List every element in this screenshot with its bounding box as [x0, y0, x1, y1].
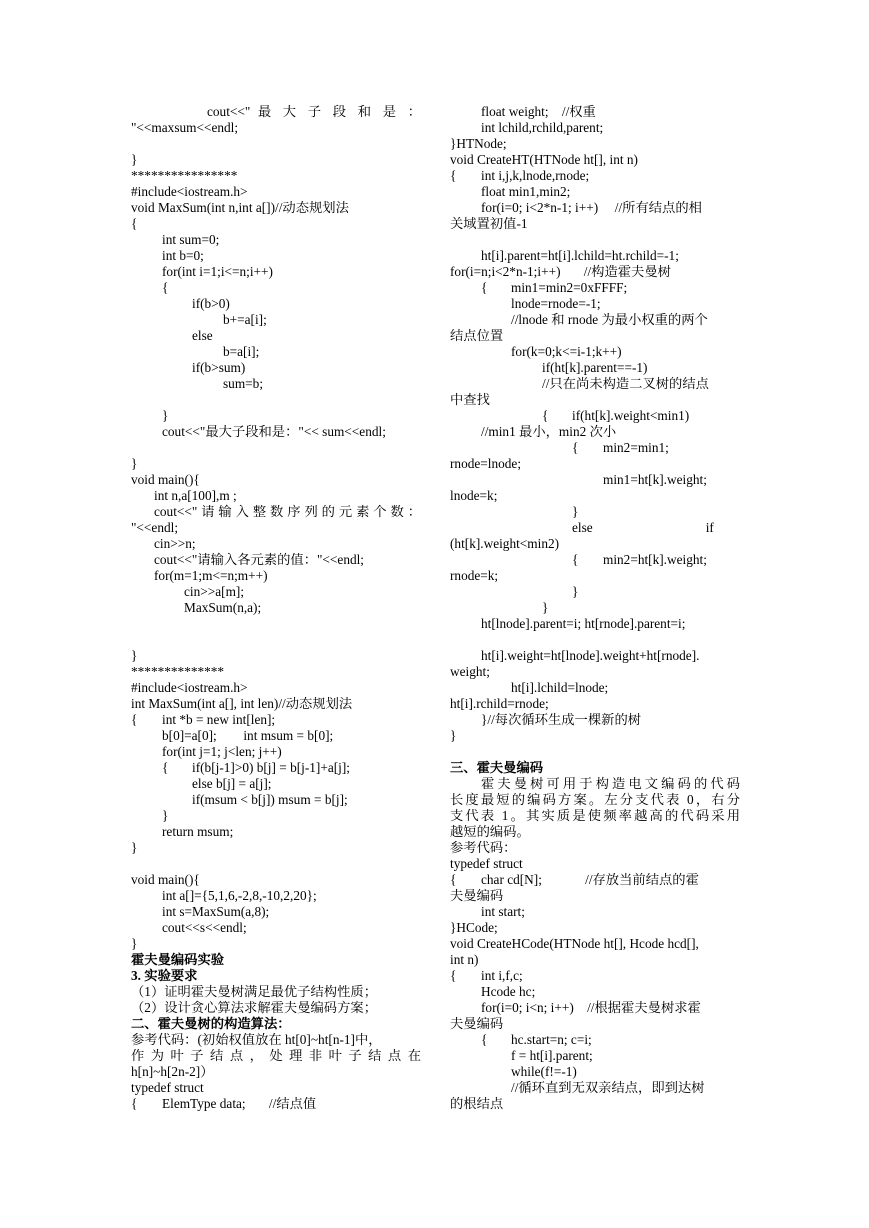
- text-line: int i,f,c;: [481, 968, 523, 983]
- text-line: （1）证明霍夫曼树满足最优子结构性质；: [131, 984, 377, 999]
- text-line: if(ht[k].parent==-1): [542, 360, 648, 375]
- text-line: 支代表 1。其实质是使频率越高的代码采用: [450, 808, 740, 823]
- text-line: }: [162, 408, 169, 423]
- text-line: int a[]={5,1,6,-2,8,-10,2,20};: [162, 888, 317, 903]
- text-line: char cd[N]; //存放当前结点的霍: [481, 872, 699, 887]
- text-line: }HCode;: [450, 920, 498, 935]
- text-line: min2=ht[k].weight;: [603, 552, 707, 567]
- text-line: void main(){: [131, 472, 200, 487]
- text-line: }: [572, 504, 579, 519]
- text-line: else if: [572, 520, 714, 535]
- text-line: {: [162, 280, 169, 295]
- text-line: hc.start=n; c=i;: [511, 1032, 592, 1047]
- text-line: {: [131, 216, 138, 231]
- text-line: ht[i].weight=ht[lnode].weight+ht[rnode].: [481, 648, 700, 663]
- text-line: for(i=0; i<n; i++) //根据霍夫曼树求霍: [481, 1000, 701, 1015]
- text-line: int n): [450, 952, 479, 967]
- text-line: }: [131, 456, 138, 471]
- text-line: }: [572, 584, 579, 599]
- text-line: {: [481, 280, 488, 295]
- text-line: }: [131, 840, 138, 855]
- text-line: for(i=0; i<2*n-1; i++) //所有结点的相: [481, 200, 702, 215]
- text-line: ht[i].lchild=lnode;: [511, 680, 609, 695]
- text-line: if(msum < b[j]) msum = b[j];: [192, 792, 348, 807]
- text-line: typedef struct: [131, 1080, 204, 1095]
- text-line: int start;: [481, 904, 525, 919]
- text-line: int s=MaxSum(a,8);: [162, 904, 270, 919]
- text-line: MaxSum(n,a);: [184, 600, 262, 615]
- text-line: }: [131, 152, 138, 167]
- text-line: void MaxSum(int n,int a[])//动态规划法: [131, 200, 349, 215]
- text-line: int b=0;: [162, 248, 204, 263]
- text-line: {: [131, 712, 138, 727]
- text-line: rnode=lnode;: [450, 456, 522, 471]
- text-line: cout<<"请输入整数序列的元素个数：: [154, 504, 421, 519]
- text-line: }//每次循环生成一棵新的树: [481, 712, 642, 727]
- text-line: {: [481, 1032, 488, 1047]
- text-line: ht[lnode].parent=i; ht[rnode].parent=i;: [481, 616, 686, 631]
- text-line: float min1,min2;: [481, 184, 571, 199]
- text-line: **************: [131, 664, 225, 679]
- text-line: 参考代码：: [450, 840, 517, 855]
- left-text-column: [131, 0, 421, 1228]
- text-line: 夫曼编码: [450, 1016, 504, 1031]
- text-line: （2）设计贪心算法求解霍夫曼编码方案；: [131, 1000, 377, 1015]
- text-line: #include<iostream.h>: [131, 184, 248, 199]
- text-line: 长度最短的编码方案。左分支代表 0，右分: [450, 792, 740, 807]
- text-line: weight;: [450, 664, 490, 679]
- text-line: min1=min2=0xFFFF;: [511, 280, 628, 295]
- text-line: }: [542, 600, 549, 615]
- text-line: if(b>sum): [192, 360, 246, 375]
- text-line: int *b = new int[len];: [162, 712, 276, 727]
- text-line: {: [572, 552, 579, 567]
- text-line: }: [131, 648, 138, 663]
- text-line: ht[i].rchild=rnode;: [450, 696, 549, 711]
- text-line: for(int j=1; j<len; j++): [162, 744, 282, 759]
- text-line: min2=min1;: [603, 440, 669, 455]
- right-text-column: [450, 0, 740, 1228]
- text-line: Hcode hc;: [481, 984, 536, 999]
- text-line: {: [572, 440, 579, 455]
- text-line: f = ht[i].parent;: [511, 1048, 593, 1063]
- text-line: cout<<" 最 大 子 段 和 是 ：: [207, 104, 421, 119]
- section-heading: 霍夫曼编码实验: [131, 952, 225, 967]
- text-line: 作 为 叶 子 结 点 ， 处 理 非 叶 子 结 点 在: [131, 1048, 421, 1063]
- text-line: {: [450, 968, 457, 983]
- text-line: sum=b;: [223, 376, 264, 391]
- text-line: min1=ht[k].weight;: [603, 472, 707, 487]
- text-line: 的根结点: [450, 1096, 504, 1111]
- text-line: 越短的编码。: [450, 824, 530, 839]
- text-line: }: [450, 728, 457, 743]
- text-line: void CreateHT(HTNode ht[], int n): [450, 152, 638, 167]
- text-line: "<<endl;: [131, 520, 179, 535]
- text-line: b=a[i];: [223, 344, 260, 359]
- text-line: }HTNode;: [450, 136, 507, 151]
- text-line: if(b[j-1]>0) b[j] = b[j-1]+a[j];: [192, 760, 350, 775]
- text-line: void main(){: [131, 872, 200, 887]
- text-line: return msum;: [162, 824, 234, 839]
- text-line: 结点位置: [450, 328, 504, 343]
- text-line: while(f!=-1): [511, 1064, 577, 1079]
- text-line: b[0]=a[0]; int msum = b[0];: [162, 728, 334, 743]
- text-line: #include<iostream.h>: [131, 680, 248, 695]
- text-line: int lchild,rchild,parent;: [481, 120, 604, 135]
- text-line: cout<<s<<endl;: [162, 920, 247, 935]
- text-line: int i,j,k,lnode,rnode;: [481, 168, 590, 183]
- section-heading: 三、霍夫曼编码: [450, 760, 544, 775]
- text-line: {: [162, 760, 169, 775]
- text-line: int n,a[100],m ;: [154, 488, 237, 503]
- text-line: if(b>0): [192, 296, 230, 311]
- text-line: {: [450, 872, 457, 887]
- text-line: 霍夫曼树可用于构造电文编码的代码: [481, 776, 740, 791]
- text-line: "<<maxsum<<endl;: [131, 120, 239, 135]
- text-line: for(int i=1;i<=n;i++): [162, 264, 273, 279]
- text-line: for(k=0;k<=i-1;k++): [511, 344, 622, 359]
- text-line: {: [131, 1096, 138, 1111]
- text-line: //循环直到无双亲结点，即到达树: [511, 1080, 705, 1095]
- text-line: typedef struct: [450, 856, 523, 871]
- text-line: else b[j] = a[j];: [192, 776, 272, 791]
- text-line: int MaxSum(int a[], int len)//动态规划法: [131, 696, 353, 711]
- text-line: ElemType data; //结点值: [162, 1096, 317, 1111]
- text-line: float weight; //权重: [481, 104, 596, 119]
- text-line: void CreateHCode(HTNode ht[], Hcode hcd[],: [450, 936, 699, 951]
- text-line: 中查找: [450, 392, 490, 407]
- section-heading: 3. 实验要求: [131, 968, 198, 983]
- text-line: {: [542, 408, 549, 423]
- text-line: }: [162, 808, 169, 823]
- text-line: lnode=k;: [450, 488, 498, 503]
- text-line: (ht[k].weight<min2): [450, 536, 560, 551]
- text-line: //只在尚未构造二叉树的结点: [542, 376, 709, 391]
- text-line: else: [192, 328, 213, 343]
- text-line: 关域置初值-1: [450, 216, 528, 231]
- text-line: if(ht[k].weight<min1): [572, 408, 690, 423]
- text-line: for(i=n;i<2*n-1;i++) //构造霍夫曼树: [450, 264, 671, 279]
- text-line: {: [450, 168, 457, 183]
- text-line: h[n]~h[2n-2]）: [131, 1064, 214, 1079]
- text-line: ht[i].parent=ht[i].lchild=ht.rchild=-1;: [481, 248, 679, 263]
- text-line: rnode=k;: [450, 568, 499, 583]
- text-line: int sum=0;: [162, 232, 220, 247]
- text-line: for(m=1;m<=n;m++): [154, 568, 268, 583]
- text-line: b+=a[i];: [223, 312, 267, 327]
- text-line: //lnode 和 rnode 为最小权重的两个: [511, 312, 708, 327]
- text-line: }: [131, 936, 138, 951]
- text-line: cin>>n;: [154, 536, 196, 551]
- text-line: ****************: [131, 168, 238, 183]
- section-heading: 二、霍夫曼树的构造算法：: [131, 1016, 291, 1031]
- text-line: cout<<"请输入各元素的值："<<endl;: [154, 552, 365, 567]
- text-line: lnode=rnode=-1;: [511, 296, 601, 311]
- text-line: 参考代码：(初始权值放在 ht[0]~ht[n-1]中，: [131, 1032, 382, 1047]
- text-line: cin>>a[m];: [184, 584, 245, 599]
- text-line: 夫曼编码: [450, 888, 504, 903]
- text-line: //min1 最小，min2 次小: [481, 424, 617, 439]
- text-line: cout<<"最大子段和是："<< sum<<endl;: [162, 424, 386, 439]
